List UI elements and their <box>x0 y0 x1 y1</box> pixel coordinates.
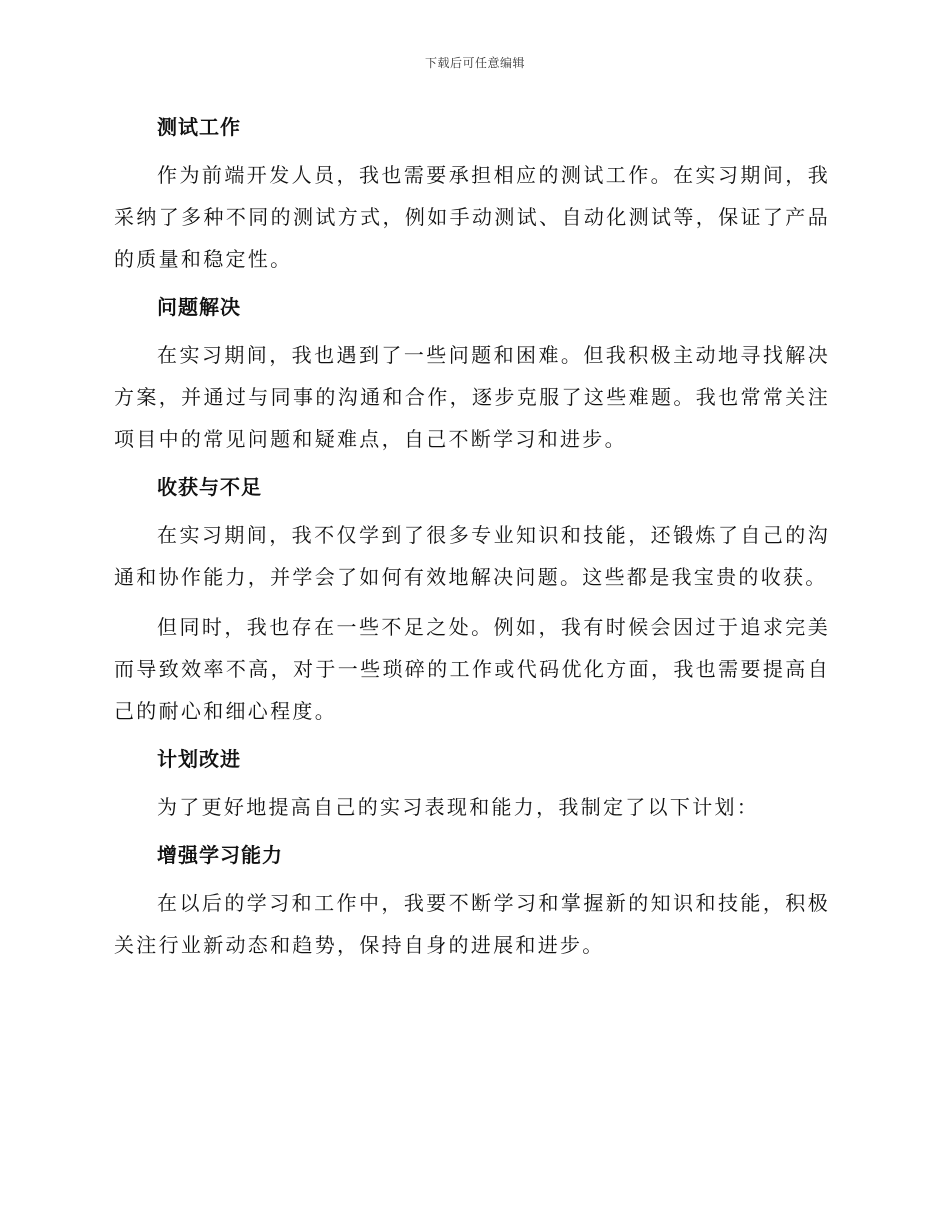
section-paragraph: 但同时，我也存在一些不足之处。例如，我有时候会因过于追求完美而导致效率不高，对于一些琐碎的工作或代码优化方面，我也需要提高自己的耐心和细心程度。 <box>114 615 830 723</box>
section-heading: 增强学习能力 <box>157 843 283 867</box>
section-testing <box>114 108 830 280</box>
section-improvement-plan <box>114 740 830 828</box>
section-learning-ability <box>114 836 830 966</box>
section-heading: 问题解决 <box>157 295 241 319</box>
document-body <box>114 108 830 974</box>
section-heading: 计划改进 <box>157 747 241 771</box>
section-heading: 收获与不足 <box>157 475 262 499</box>
section-problem-solving <box>114 288 830 460</box>
section-paragraph: 在实习期间，我也遇到了一些问题和困难。但我积极主动地寻找解决方案，并通过与同事的沟通和合作，逐步克服了这些难题。我也常常关注项目中的常见问题和疑难点，自己不断学习和进步。 <box>114 343 830 451</box>
section-paragraph: 为了更好地提高自己的实习表现和能力，我制定了以下计划： <box>157 795 760 819</box>
section-paragraph: 作为前端开发人员，我也需要承担相应的测试工作。在实习期间，我采纳了多种不同的测试方式，例如手动测试、自动化测试等，保证了产品的质量和稳定性。 <box>114 163 830 271</box>
section-gains-and-shortcomings <box>114 468 830 732</box>
section-heading: 测试工作 <box>157 115 241 139</box>
header-note: 下载后可任意编辑 <box>424 56 525 70</box>
section-paragraph: 在以后的学习和工作中，我要不断学习和掌握新的知识和技能，积极关注行业新动态和趋势，保持自身的进展和进步。 <box>114 891 830 957</box>
section-paragraph: 在实习期间，我不仅学到了很多专业知识和技能，还锻炼了自己的沟通和协作能力，并学会了如何有效地解决问题。这些都是我宝贵的收获。 <box>114 523 830 589</box>
